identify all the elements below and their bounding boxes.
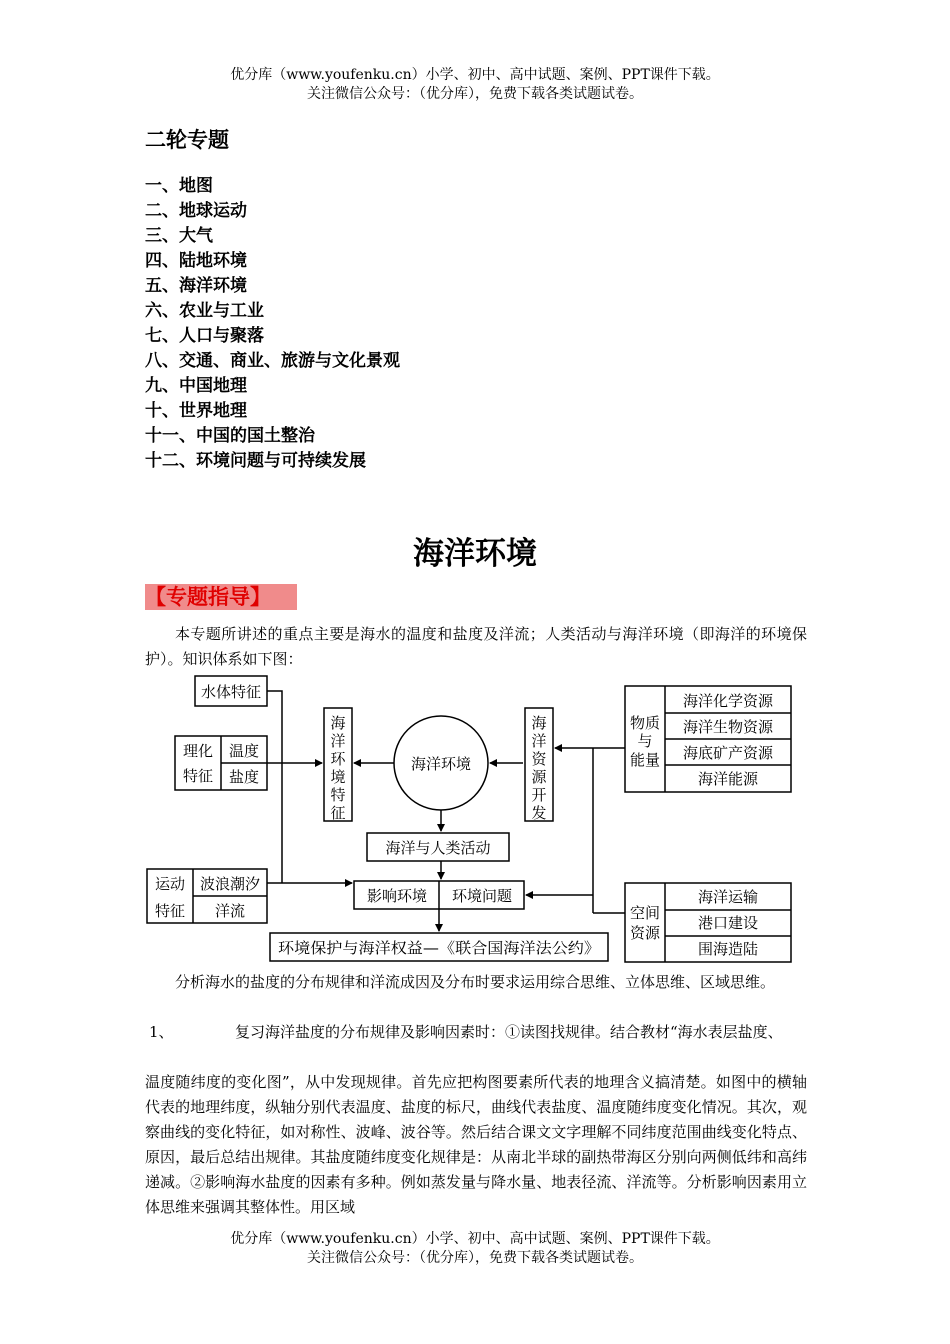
problems-text: 环境问题 — [451, 887, 513, 905]
guide-label: 【专题指导】 — [145, 584, 297, 610]
matter-energy-text: 物质 — [629, 714, 661, 732]
item-number: 1、 — [149, 1023, 174, 1041]
header-line-2: 关注微信公众号：（优分库），免费下载各类试题试卷。 — [307, 86, 643, 102]
resource-dev-char: 资 — [531, 750, 547, 768]
env-feature-char: 环 — [330, 750, 346, 768]
main-title: 海洋环境 — [413, 536, 537, 572]
mineral-resources-text: 海底矿产资源 — [682, 744, 774, 762]
resource-dev-char: 洋 — [531, 732, 547, 750]
physchem-text-2: 特征 — [182, 767, 214, 785]
water-features-text: 水体特征 — [200, 683, 262, 701]
page-header — [0, 66, 950, 104]
topic-list — [145, 174, 400, 474]
paragraph-3 — [145, 1020, 807, 1045]
currents-text: 洋流 — [214, 902, 246, 920]
topic-item: 五、海洋环境 — [145, 276, 247, 296]
reclaim-text: 围海造陆 — [697, 940, 759, 958]
resource-dev-char: 发 — [531, 804, 547, 822]
temperature-text: 温度 — [228, 742, 260, 760]
resource-dev-char: 源 — [531, 768, 547, 786]
topic-item: 一、地图 — [145, 176, 213, 196]
topic-item: 十、世界地理 — [145, 401, 247, 421]
space-resources-text: 资源 — [629, 924, 661, 942]
center-text: 海洋环境 — [410, 755, 472, 773]
section-title: 二轮专题 — [145, 128, 229, 152]
paragraph-4: 温度随纬度的变化图”，从中发现规律。首先应把构图要素所代表的地理含义搞清楚。如图中的横轴代表的地理纬度，纵轴分别代表温度、盐度的标尺，曲线代表盐度、温度随纬度变化情况。其次，观察曲线的变化特征，如对称性、波峰、波谷等。然后结合课文文字理解不同纬度范围曲线变化特点、原因，最后总结出规律。其盐度随纬度变化规律是：从南北半球的副热带海区分别向两侧低纬和高纬递减。②影响海水盐度的因素有多种。例如蒸发量与降水量、地表径流、洋流等。分析影响因素用立体思维来强调其整体性。用区域 — [145, 1073, 807, 1216]
port-text: 港口建设 — [697, 914, 759, 932]
topic-item: 九、中国地理 — [145, 376, 247, 396]
transport-text: 海洋运输 — [697, 888, 759, 906]
page-footer — [0, 1230, 950, 1268]
matter-energy-text: 与 — [637, 732, 653, 750]
salinity-text: 盐度 — [228, 768, 260, 786]
env-feature-char: 海 — [330, 714, 346, 732]
chem-resources-text: 海洋化学资源 — [682, 692, 774, 710]
paragraph-2: 分析海水的盐度的分布规律和洋流成因及分布时要求运用综合思维、立体思维、区域思维。 — [175, 973, 776, 991]
knowledge-diagram — [145, 673, 810, 965]
matter-energy-text: 能量 — [629, 751, 661, 769]
topic-item: 二、地球运动 — [145, 201, 247, 221]
footer-line-2: 关注微信公众号：（优分库），免费下载各类试题试卷。 — [307, 1250, 643, 1266]
space-resources-text: 空间 — [629, 904, 661, 922]
paragraph-3-text: 复习海洋盐度的分布规律及影响因素时：①读图找规律。结合教材“海水表层盐度、 — [235, 1023, 783, 1041]
intro-paragraph: 本专题所讲述的重点主要是海水的温度和盐度及洋流；人类活动与海洋环境（即海洋的环境保护）。知识体系如下图： — [145, 625, 807, 668]
resource-dev-char: 海 — [531, 714, 547, 732]
topic-item: 三、大气 — [145, 226, 213, 246]
topic-item: 八、交通、商业、旅游与文化景观 — [145, 351, 400, 371]
resource-dev-char: 开 — [531, 786, 547, 804]
topic-item: 七、人口与聚落 — [145, 326, 264, 346]
impact-text: 影响环境 — [366, 887, 428, 905]
header-line-1: 优分库（www.youfenku.cn）小学、初中、高中试题、案例、PPT课件下载。 — [230, 67, 720, 83]
footer-line-1: 优分库（www.youfenku.cn）小学、初中、高中试题、案例、PPT课件下载。 — [230, 1231, 720, 1247]
env-feature-char: 境 — [330, 768, 346, 786]
env-feature-char: 洋 — [330, 732, 346, 750]
physchem-text-1: 理化 — [182, 742, 214, 760]
bio-resources-text: 海洋生物资源 — [682, 718, 774, 736]
topic-item: 六、农业与工业 — [145, 301, 264, 321]
human-activity-text: 海洋与人类活动 — [385, 839, 491, 857]
topic-item: 十二、环境问题与可持续发展 — [145, 451, 366, 471]
topic-item: 十一、中国的国土整治 — [145, 426, 315, 446]
env-feature-char: 特 — [330, 786, 346, 804]
motion-text-1: 运动 — [154, 875, 186, 893]
protection-text: 环境保护与海洋权益—《联合国海洋法公约》 — [278, 939, 600, 957]
waves-tides-text: 波浪潮汐 — [199, 875, 261, 893]
topic-item: 四、陆地环境 — [145, 251, 247, 271]
energy-text: 海洋能源 — [697, 770, 759, 788]
env-feature-char: 征 — [330, 804, 346, 822]
motion-text-2: 特征 — [154, 902, 186, 920]
